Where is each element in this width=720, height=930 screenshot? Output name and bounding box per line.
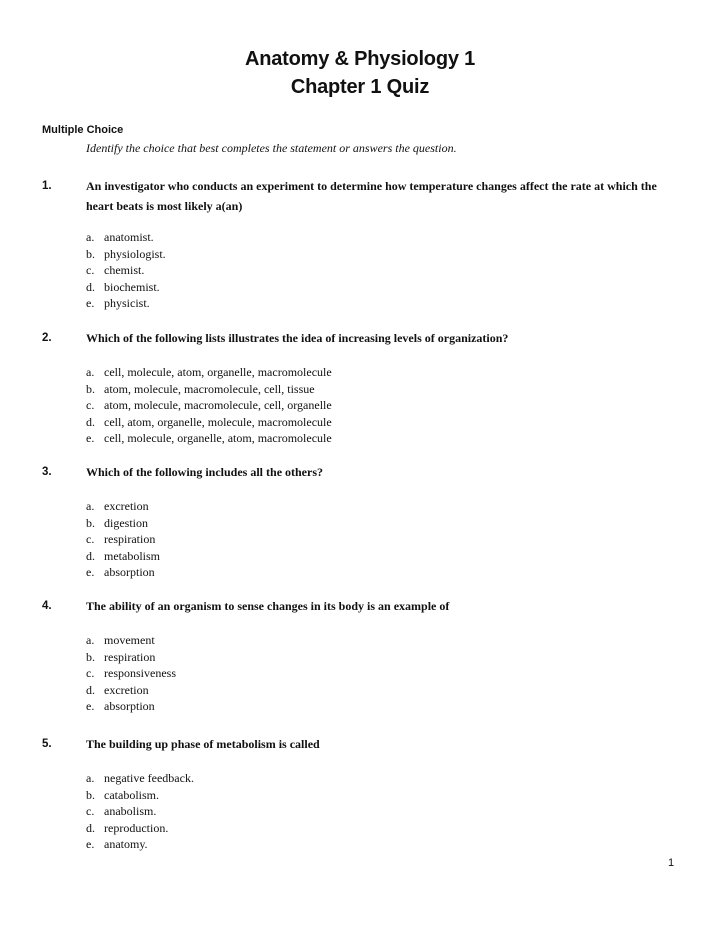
question-text: Which of the following includes all the others? — [86, 465, 324, 479]
option-letter: d. — [86, 279, 95, 294]
question-text: Which of the following lists illustrates the idea of increasing levels of organization? — [86, 331, 509, 345]
option-letter: d. — [86, 682, 95, 697]
answer-option[interactable] — [86, 787, 194, 804]
option-letter: b. — [86, 381, 95, 396]
option-letter: c. — [86, 666, 95, 680]
option-letter: e. — [86, 296, 95, 310]
answer-option[interactable] — [86, 632, 176, 649]
option-text: digestion — [104, 515, 148, 530]
question-number: 5. — [42, 738, 52, 750]
answer-option[interactable] — [86, 295, 166, 312]
option-text: atom, molecule, macromolecule, cell, organelle — [104, 398, 332, 412]
answer-option[interactable] — [86, 364, 332, 381]
option-text: anatomy. — [104, 837, 148, 851]
answer-option[interactable] — [86, 397, 332, 414]
option-letter: a. — [86, 771, 95, 785]
answer-options — [86, 498, 160, 581]
option-letter: a. — [86, 230, 95, 244]
document-subtitle: Chapter 1 Quiz — [290, 76, 430, 98]
option-text: cell, molecule, organelle, atom, macromolecule — [104, 431, 332, 445]
option-text: cell, molecule, atom, organelle, macromolecule — [104, 365, 332, 379]
answer-option[interactable] — [86, 229, 166, 246]
answer-option[interactable] — [86, 381, 332, 398]
option-letter: c. — [86, 532, 95, 546]
section-heading: Multiple Choice — [42, 124, 124, 136]
option-text: respiration — [104, 649, 156, 664]
answer-option[interactable] — [86, 515, 160, 532]
option-letter: b. — [86, 246, 95, 261]
option-text: metabolism — [104, 548, 160, 563]
option-text: cell, atom, organelle, molecule, macromolecule — [104, 414, 332, 429]
option-text: responsiveness — [104, 666, 176, 680]
answer-option[interactable] — [86, 548, 160, 565]
answer-option[interactable] — [86, 279, 166, 296]
option-text: atom, molecule, macromolecule, cell, tissue — [104, 381, 315, 396]
option-text: biochemist. — [104, 279, 160, 294]
option-letter: b. — [86, 515, 95, 530]
question-number: 3. — [42, 466, 52, 478]
option-text: catabolism. — [104, 787, 159, 802]
option-letter: b. — [86, 649, 95, 664]
option-text: reproduction. — [104, 820, 169, 835]
answer-option[interactable] — [86, 430, 332, 447]
option-text: absorption — [104, 699, 155, 713]
option-text: anabolism. — [104, 804, 157, 818]
answer-option[interactable] — [86, 649, 176, 666]
answer-option[interactable] — [86, 262, 166, 279]
option-letter: c. — [86, 263, 95, 277]
option-letter: e. — [86, 699, 95, 713]
answer-option[interactable] — [86, 820, 194, 837]
page-number: 1 — [668, 857, 675, 869]
option-text: movement — [104, 633, 155, 647]
answer-option[interactable] — [86, 531, 160, 548]
question-text: An investigator who conducts an experiment to determine how temperature changes affect the rate at which the heart beats is most likely a(an) — [86, 179, 657, 213]
option-text: chemist. — [104, 263, 145, 277]
option-letter: c. — [86, 804, 95, 818]
question-number: 2. — [42, 332, 52, 344]
question-number: 1. — [42, 180, 52, 192]
answer-option[interactable] — [86, 803, 194, 820]
option-text: physicist. — [104, 296, 150, 310]
option-letter: e. — [86, 565, 95, 579]
option-text: excretion — [104, 682, 149, 697]
option-letter: c. — [86, 398, 95, 412]
option-text: respiration — [104, 532, 156, 546]
answer-options — [86, 229, 166, 312]
option-text: anatomist. — [104, 230, 154, 244]
answer-option[interactable] — [86, 698, 176, 715]
option-letter: a. — [86, 499, 95, 513]
answer-options — [86, 770, 194, 853]
question-text: The building up phase of metabolism is called — [86, 737, 320, 751]
option-letter: a. — [86, 365, 95, 379]
question-number: 4. — [42, 600, 52, 612]
section-instructions: Identify the choice that best completes the statement or answers the question. — [86, 141, 457, 155]
answer-option[interactable] — [86, 836, 194, 853]
option-text: excretion — [104, 499, 149, 513]
question-text: The ability of an organism to sense changes in its body is an example of — [86, 599, 450, 613]
answer-option[interactable] — [86, 770, 194, 787]
option-letter: d. — [86, 414, 95, 429]
option-letter: d. — [86, 548, 95, 563]
answer-options — [86, 364, 332, 447]
answer-option[interactable] — [86, 498, 160, 515]
option-letter: d. — [86, 820, 95, 835]
document-title: Anatomy & Physiology 1 — [244, 48, 476, 70]
option-text: physiologist. — [104, 246, 166, 261]
option-text: absorption — [104, 565, 155, 579]
option-letter: e. — [86, 431, 95, 445]
answer-option[interactable] — [86, 665, 176, 682]
answer-option[interactable] — [86, 564, 160, 581]
option-letter: e. — [86, 837, 95, 851]
answer-option[interactable] — [86, 246, 166, 263]
answer-option[interactable] — [86, 414, 332, 431]
option-text: negative feedback. — [104, 771, 194, 785]
option-letter: b. — [86, 787, 95, 802]
answer-options — [86, 632, 176, 715]
answer-option[interactable] — [86, 682, 176, 699]
option-letter: a. — [86, 633, 95, 647]
